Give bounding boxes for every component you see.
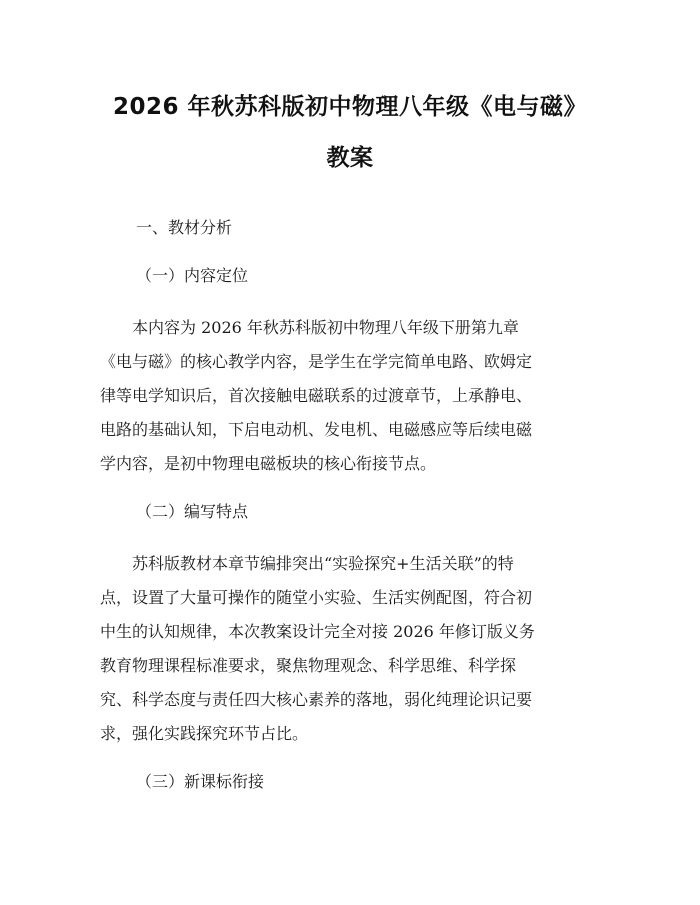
- paragraph-line: 苏科版教材本章节编排突出“实验探究+生活关联”的特: [132, 554, 514, 573]
- document-title: [100, 84, 600, 181]
- paragraph-writing-features: [100, 547, 600, 751]
- paragraph-line: 学内容，是初中物理电磁板块的核心衔接节点。: [100, 454, 437, 473]
- subsection-heading-curriculum-standards: （三）新课标衔接: [136, 772, 265, 791]
- subsection-heading-writing-features: （二）编写特点: [136, 502, 249, 521]
- paragraph-line: 电路的基础认知，下启电动机、发电机、电磁感应等后续电磁: [100, 420, 533, 439]
- paragraph-line: 本内容为 2026 年秋苏科版初中物理八年级下册第九章: [132, 318, 519, 337]
- subsection-heading-content-positioning: （一）内容定位: [136, 266, 249, 285]
- paragraph-line: 《电与磁》的核心教学内容，是学生在学完简单电路、欧姆定: [100, 352, 533, 371]
- paragraph-content-positioning: [100, 311, 600, 481]
- paragraph-line: 究、科学态度与责任四大核心素养的落地，弱化纯理论识记要: [100, 690, 533, 709]
- paragraph-line: 求，强化实践探究环节占比。: [100, 724, 309, 743]
- title-line-2: 教案: [326, 145, 374, 171]
- paragraph-line: 律等电学知识后，首次接触电磁联系的过渡章节，上承静电、: [100, 386, 533, 405]
- paragraph-line: 点，设置了大量可操作的随堂小实验、生活实例配图，符合初: [100, 588, 533, 607]
- paragraph-line: 教育物理课程标准要求，聚焦物理观念、科学思维、科学探: [100, 656, 517, 675]
- section-heading-textbook-analysis: 一、教材分析: [136, 218, 233, 237]
- title-line-1: 2026 年秋苏科版初中物理八年级《电与磁》: [112, 94, 588, 120]
- paragraph-line: 中生的认知规律，本次教案设计完全对接 2026 年修订版义务: [100, 622, 535, 641]
